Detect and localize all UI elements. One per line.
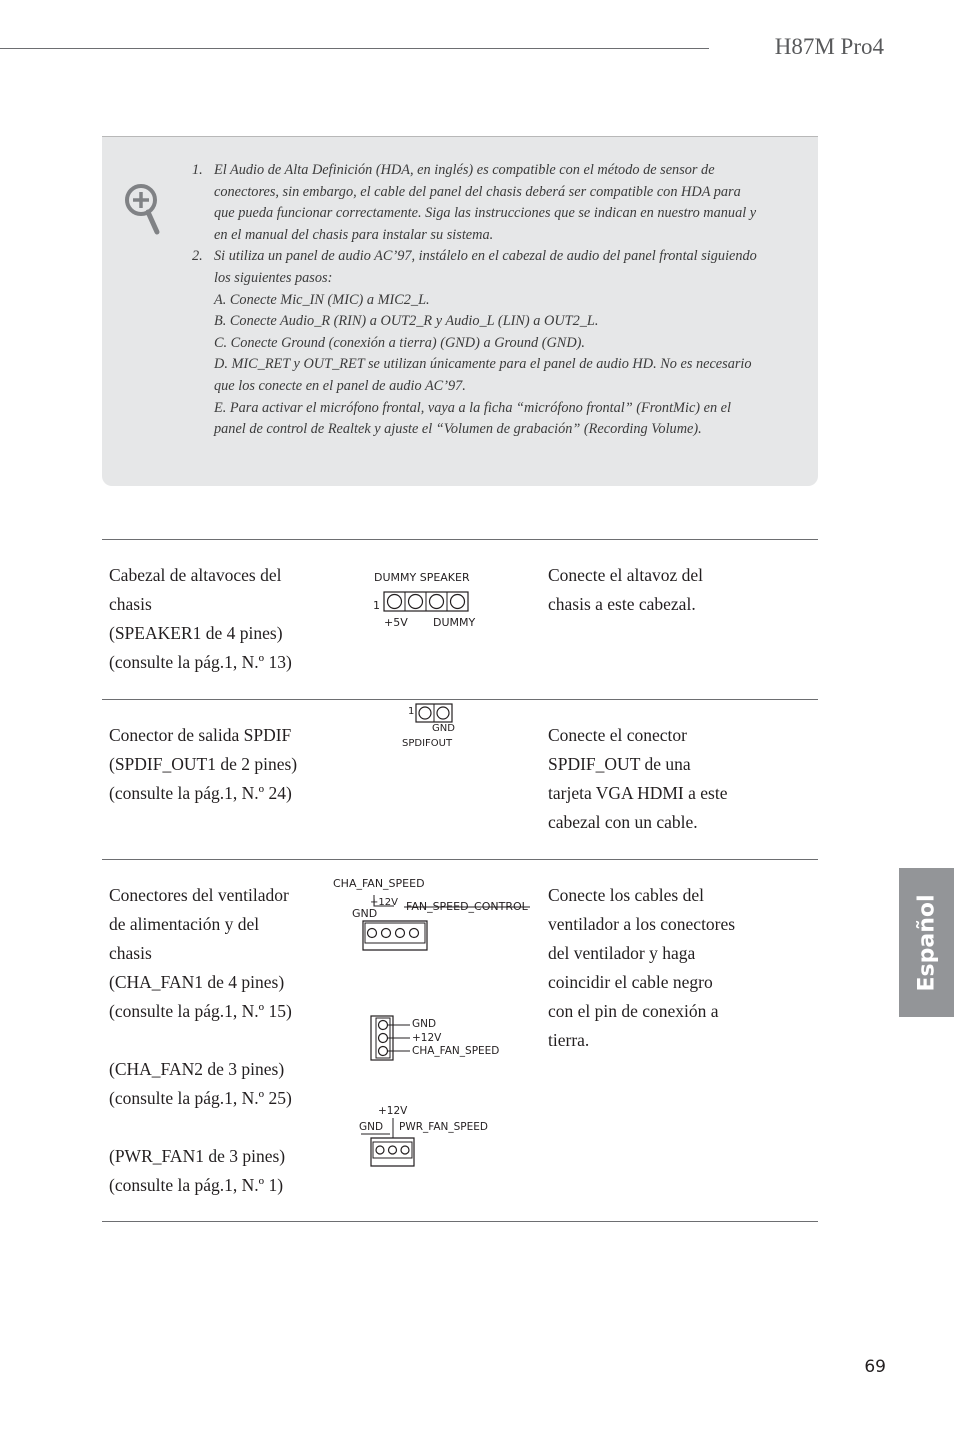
table-rule-top [102,539,818,540]
speaker-description: Cabezal de altavoces del chasis (SPEAKER1 de 4 pines) (consulte la pág.1, N.º 13) [109,565,292,672]
pwr-fan1-diagram: +12V GND PWR_FAN_SPEED [358,1104,498,1170]
header-rule [0,48,709,49]
magnifier-plus-icon [123,183,165,237]
note-step-a: A. Conecte Mic_IN (MIC) a MIC2_L. [214,291,430,308]
table-rule-2 [102,859,818,860]
spdif-header-diagram: 1 GND SPDIFOUT [400,702,470,752]
spdif-description: Conector de salida SPDIF (SPDIF_OUT1 de 2 pines) (consulte la pág.1, N.º 24) [109,725,298,803]
note-item-1: 1. El Audio de Alta Definición (HDA, en inglés) es compatible con el método de sensor de conectores, sin embargo, el cable del panel del chasis deberá ser compatible con HDA para que pueda funcionar correctamente. Siga las instrucciones que se indican en nuestro manual y en el manual del chasis para instalar su sistema. [192,162,757,243]
model-title: H87M Pro4 [774,34,884,59]
spdif-instruction: Conecte el conector SPDIF_OUT de una tarjeta VGA HDMI a este cabezal con un cable. [548,725,728,832]
cha-fan2-diagram: GND +12V CHA_FAN_SPEED [368,1014,508,1064]
pwr-fan1-pins [358,1104,498,1170]
speaker-header-diagram: DUMMY SPEAKER 1 +5V DUMMY [370,570,500,630]
page-number: 69 [864,1357,886,1377]
fan-description: Conectores del ventilador de alimentación y del chasis (CHA_FAN1 de 4 pines) (consulte la pág.1, N.º 15) (CHA_FAN2 de 3 pines) (consulte la pág.1, N.º 25) (PWR_FAN1 de 3 pines) (consulte la pág.1, N.º 1) [109,885,292,1195]
note-step-e: E. Para activar el micrófono frontal, vaya a la ficha “micrófono frontal” (FrontMic) en el panel de control de Realtek y ajuste el “Volumen de grabación” (Recording Volume). [214,399,732,438]
note-box-top-rule [102,136,818,137]
note-item-2: 2. Si utiliza un panel de audio AC’97, instálelo en el cabezal de audio del panel frontal siguiendo los siguientes pasos: A. Conecte Mic_IN (MIC) a MIC2_L. B. Conecte Audio_R (RIN) a OUT2_R y Audio_L (LIN) a OUT2_L. C. Conecte Ground (conexión a tierra) (GND) a Ground (GND). D. MIC_RET y OUT_RET se utilizan únicamente para el panel de audio HD. No es necesario que los conecte en el panel de audio AC’97. E. Para activar el micrófono frontal, vaya a la ficha “micrófono frontal” (FrontMic) en el panel de control de Realtek y ajuste el “Volumen de grabación” (Recording Volume). [192,246,762,440]
language-tab-label: Español [914,893,939,992]
fan-instruction: Conecte los cables del ventilador a los conectores del ventilador y haga coincidir el cable negro con el pin de conexión a tierra. [548,885,736,1050]
speaker-instruction: Conecte el altavoz del chasis a este cabezal. [548,565,703,614]
cha-fan1-pins [332,876,532,956]
table-rule-bottom [102,1221,818,1222]
note-step-d: D. MIC_RET y OUT_RET se utilizan únicamente para el panel de audio HD. No es necesario que los conecte en el panel de audio AC’97. [214,356,752,394]
cha-fan1-diagram: CHA_FAN_SPEED +12V GND FAN_SPEED_CONTROL [332,876,532,956]
note-list [192,160,762,441]
note-step-b: B. Conecte Audio_R (RIN) a OUT2_R y Audio_L (LIN) a OUT2_L. [214,313,599,330]
table-rule-1 [102,699,818,700]
note-step-c: C. Conecte Ground (conexión a tierra) (GND) a Ground (GND). [214,334,585,351]
